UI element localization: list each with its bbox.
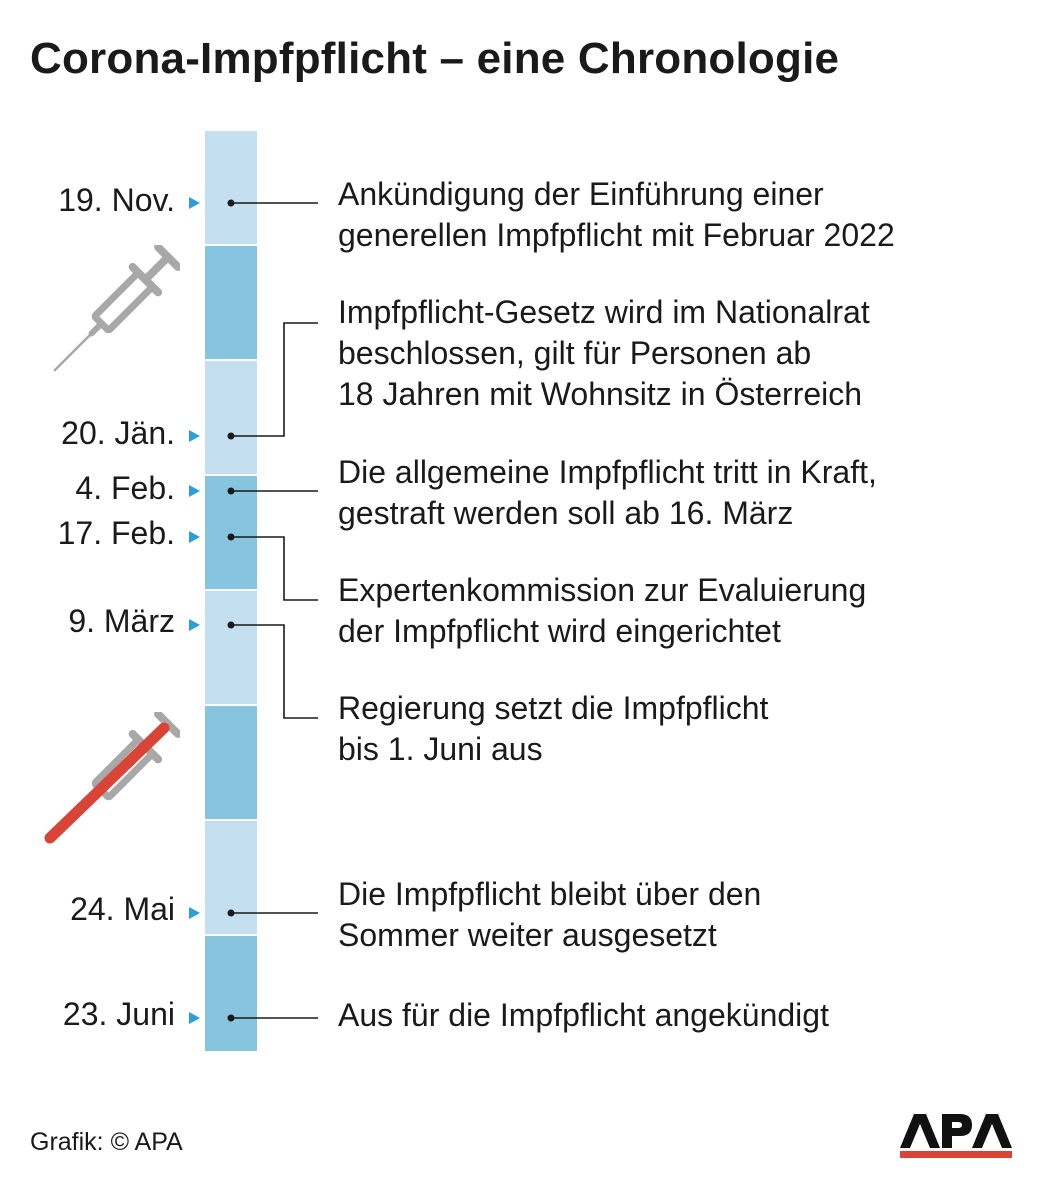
connector-line [231,323,318,436]
event-date: 17. Feb. [57,515,175,551]
event-text [338,452,877,534]
marker-arrow-icon [189,1012,200,1024]
event-text-line: bis 1. Juni aus [338,731,543,767]
event-text-line: der Impfpflicht wird eingerichtet [338,613,781,649]
event-text-line: generellen Impfpflicht mit Februar 2022 [338,217,895,253]
page-title: Corona-Impfpflicht – eine Chronologie [30,34,840,83]
timeline-dot [228,622,235,629]
marker-arrow-icon [189,619,200,631]
marker-arrow-icon [189,485,200,497]
event-date: 23. Juni [62,996,175,1032]
marker-arrow-icon [189,907,200,919]
event-text-line: Die allgemeine Impfpflicht tritt in Kraft, [338,454,877,490]
event-text-line: 18 Jahren mit Wohnsitz in Österreich [338,376,863,412]
event-text [338,570,866,652]
event-date: 24. Mai [70,891,175,927]
event-text-line: Expertenkommission zur Evaluierung [338,572,867,608]
event-text [338,174,895,256]
event-date: 19. Nov. [58,182,175,218]
event-text-line: Impfpflicht-Gesetz wird im Nationalrat [338,294,870,330]
event-text-line: beschlossen, gilt für Personen ab [338,335,812,371]
event-text-line: Die Impfpflicht bleibt über den [338,876,762,912]
event-text-line: gestraft werden soll ab 16. März [338,495,794,531]
event-text-line: Sommer weiter ausgesetzt [338,917,717,953]
timeline-dot [228,534,235,541]
event-date: 9. März [68,603,175,639]
connector-line [231,625,318,718]
event-text [338,688,768,770]
marker-arrow-icon [189,197,200,209]
event-text-line: Aus für die Impfpflicht angekündigt [338,997,829,1033]
crossed-syringe-icon [40,712,180,852]
event-text [338,874,761,956]
event-date: 4. Feb. [75,470,175,506]
event-text-line: Regierung setzt die Impfpflicht [338,690,769,726]
connector-line [231,537,318,600]
event-text [338,292,870,415]
event-date: 20. Jän. [61,415,175,451]
syringe-icon [40,245,180,385]
timeline-dot [228,1015,235,1022]
timeline-dot [228,433,235,440]
event-text-line: Ankündigung der Einführung einer [338,176,824,212]
apa-logo [898,1112,1014,1160]
marker-arrow-icon [189,531,200,543]
event-text [338,995,829,1036]
timeline-dot [228,200,235,207]
timeline-dot [228,910,235,917]
marker-arrow-icon [189,430,200,442]
timeline-dot [228,488,235,495]
credit-footer: Grafik: © APA [30,1128,183,1156]
